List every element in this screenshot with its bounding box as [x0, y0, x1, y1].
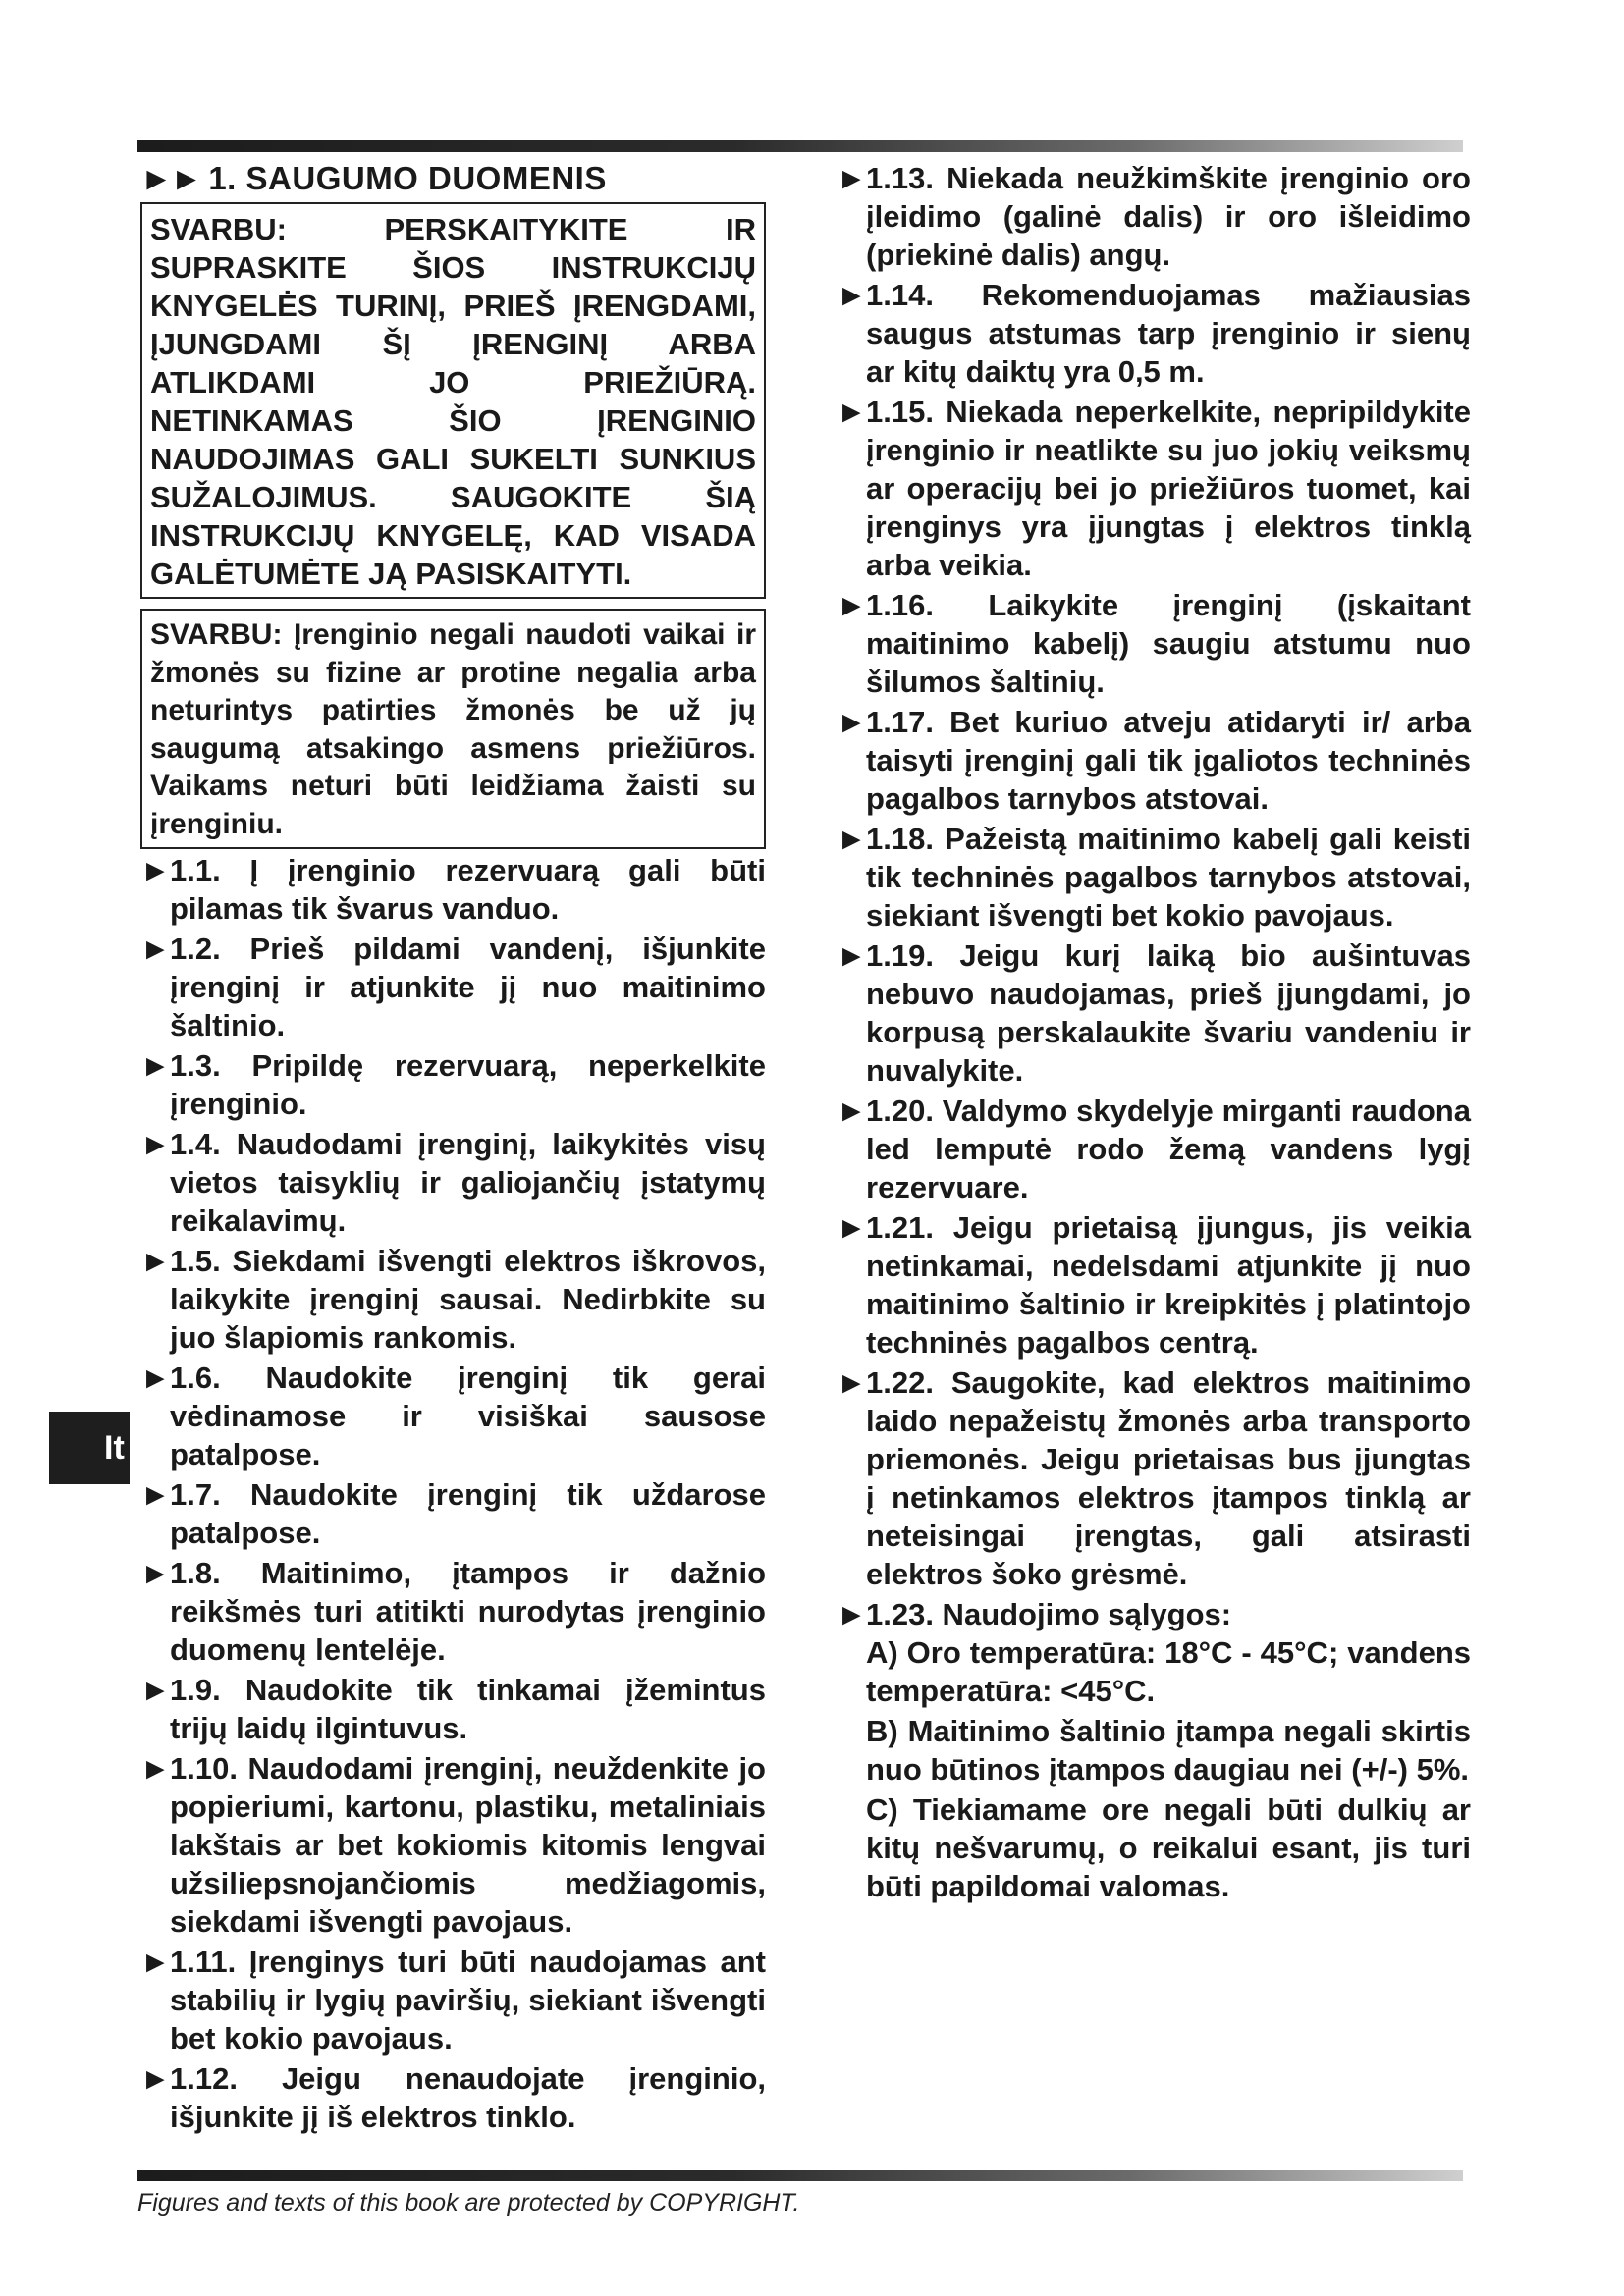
list-item [837, 1363, 1471, 1593]
list-item [140, 851, 766, 928]
list-item-text: 1.3. Pripildę rezervuarą, neperkelkite įrenginio. [170, 1048, 766, 1121]
list-item-text: 1.19. Jeigu kurį laiką bio aušintuvas nebuvo naudojamas, prieš įjungdami, jo korpusą perskalaukite švariu vandeniu ir nuvalykite. [866, 938, 1471, 1088]
language-tab [49, 1412, 130, 1484]
arrow-icon: ► [140, 1361, 171, 1395]
list-item-text: 1.12. Jeigu nenaudojate įrenginio, išjunkite jį iš elektros tinklo. [170, 2061, 766, 2134]
list-item-text: 1.2. Prieš pildami vandenį, išjunkite įrenginį ir atjunkite jį nuo maitinimo šaltinio. [170, 932, 766, 1042]
arrow-icon: ► [837, 1365, 867, 1400]
language-tab-label: It [104, 1429, 125, 1467]
list-item-text: 1.23. Naudojimo sąlygos: [866, 1597, 1232, 1631]
list-item [837, 936, 1471, 1090]
section-arrows-icon: ►► [140, 160, 201, 196]
right-column [837, 159, 1471, 1905]
list-item [140, 1943, 766, 2057]
top-rule [137, 140, 1463, 152]
arrow-icon: ► [140, 1244, 171, 1278]
arrow-icon: ► [140, 1477, 171, 1512]
list-item-text: 1.18. Pažeistą maitinimo kabelį gali keisti tik techninės pagalbos tarnybos atstovai, siekiant išvengti bet kokio pavojaus. [866, 822, 1471, 933]
condition-b: B) Maitinimo šaltinio įtampa negali skirtis nuo būtinos įtampos daugiau nei (+/-) 5%. [866, 1714, 1471, 1787]
list-item [837, 1208, 1471, 1362]
arrow-icon: ► [140, 1127, 171, 1161]
list-item [837, 1595, 1471, 1633]
list-item-text: 1.13. Niekada neužkimškite įrenginio oro įleidimo (galinė dalis) ir oro išleidimo (priekinė dalis) angų. [866, 161, 1471, 272]
list-item-text: 1.5. Siekdami išvengti elektros iškrovos, laikykite įrenginį sausai. Nedirbkite su juo šlapiomis rankomis. [170, 1244, 766, 1355]
list-item [140, 1749, 766, 1941]
list-item-text: 1.11. Įrenginys turi būti naudojamas ant stabilių ir lygių paviršių, siekiant išvengti bet kokio pavojaus. [170, 1945, 766, 2056]
arrow-icon: ► [140, 1945, 171, 1979]
arrow-icon: ► [140, 2061, 171, 2096]
arrow-icon: ► [837, 395, 867, 429]
list-item [140, 1554, 766, 1669]
arrow-icon: ► [140, 1673, 171, 1707]
list-item [140, 1671, 766, 1747]
list-item [837, 820, 1471, 934]
arrow-icon: ► [140, 1751, 171, 1786]
arrow-icon: ► [140, 853, 171, 887]
condition-a: A) Oro temperatūra: 18°C - 45°C; vandens temperatūra: <45°C. [866, 1635, 1471, 1708]
section-title-text: 1. SAUGUMO DUOMENIS [208, 160, 607, 196]
list-item-text: 1.22. Saugokite, kad elektros maitinimo laido nepažeistų žmonės arba transporto priemonės. Jeigu prietaisas bus įjungtas į netinkamos elektros įtampos tinklą ar neteisingai įrengtas, gali atsirasti elektros šoko grėsmė. [866, 1365, 1471, 1591]
warning-box-children: SVARBU: Įrenginio negali naudoti vaikai ir žmonės su fizine ar protine negalia arba neturintys patirties žmonės be už jų saugumą atsakingo asmens priežiūros. Vaikams neturi būti leidžiama žaisti su įrenginiu. [140, 609, 766, 849]
list-item [140, 2059, 766, 2136]
arrow-icon: ► [837, 938, 867, 973]
list-item [837, 393, 1471, 584]
list-item [140, 1125, 766, 1240]
section-title [140, 159, 766, 198]
arrow-icon: ► [837, 1094, 867, 1128]
arrow-icon: ► [140, 1048, 171, 1083]
list-item-text: 1.1. Į įrenginio rezervuarą gali būti pilamas tik švarus vanduo. [170, 853, 766, 926]
list-item-text: 1.9. Naudokite tik tinkamai įžemintus trijų laidų ilgintuvus. [170, 1673, 766, 1745]
list-item-text: 1.14. Rekomenduojamas mažiausias saugus atstumas tarp įrenginio ir sienų ar kitų daiktų yra 0,5 m. [866, 278, 1471, 389]
list-item-text: 1.15. Niekada neperkelkite, nepripildykite įrenginio ir neatlikte su juo jokių veiksmų ar operacijų bei jo priežiūros tuomet, kai įrenginys yra įjungtas į elektros tinklą arba veikia. [866, 395, 1471, 582]
bottom-rule [137, 2170, 1463, 2181]
list-item [837, 586, 1471, 701]
list-item-text: 1.7. Naudokite įrenginį tik uždarose patalpose. [170, 1477, 766, 1550]
arrow-icon: ► [837, 705, 867, 739]
warning-box-important-read: SVARBU: PERSKAITYKITE IR SUPRASKITE ŠIOS INSTRUKCIJŲ KNYGELĖS TURINĮ, PRIEŠ ĮRENGDAMI, ĮJUNGDAMI ŠĮ ĮRENGINĮ ARBA ATLIKDAMI JO PRIEŽIŪRĄ. NETINKAMAS ŠIO ĮRENGINIO NAUDOJIMAS GALI SUKELTI SUNKIUS SUŽALOJIMUS. SAUGOKITE ŠIĄ INSTRUKCIJŲ KNYGELĘ, KAD VISADA GALĖTUMĖTE JĄ PASISKAITYTI. [140, 202, 766, 599]
list-item [140, 1046, 766, 1123]
list-item [837, 159, 1471, 274]
arrow-icon: ► [837, 1597, 867, 1631]
list-item-text: 1.10. Naudodami įrenginį, neuždenkite jo popieriumi, kartonu, plastiku, metaliniais lakštais ar bet kokiomis kitomis lengvai užsiliepsnojančiomis medžiagomis, siekdami išvengti pavojaus. [170, 1751, 766, 1939]
arrow-icon: ► [837, 822, 867, 856]
arrow-icon: ► [140, 932, 171, 966]
list-item [140, 1359, 766, 1473]
arrow-icon: ► [837, 1210, 867, 1245]
arrow-icon: ► [837, 588, 867, 622]
list-item-text: 1.20. Valdymo skydelyje mirganti raudona led lemputė rodo žemą vandens lygį rezervuare. [866, 1094, 1471, 1204]
arrow-icon: ► [837, 278, 867, 312]
list-item-text: 1.17. Bet kuriuo atveju atidaryti ir/ arba taisyti įrenginį gali tik įgaliotos techninės pagalbos tarnybos atstovai. [866, 705, 1471, 816]
list-item [140, 930, 766, 1044]
list-item [837, 1092, 1471, 1206]
left-column [140, 159, 766, 2136]
list-item-text: 1.6. Naudokite įrenginį tik gerai vėdinamose ir visiškai sausose patalpose. [170, 1361, 766, 1471]
list-item-text: 1.8. Maitinimo, įtampos ir dažnio reikšmės turi atitikti nurodytas įrenginio duomenų lentelėje. [170, 1556, 766, 1667]
arrow-icon: ► [140, 1556, 171, 1590]
list-item [837, 276, 1471, 391]
copyright-footer: Figures and texts of this book are protected by COPYRIGHT. [137, 2189, 800, 2216]
arrow-icon: ► [837, 161, 867, 195]
list-item [140, 1475, 766, 1552]
list-item-text: 1.21. Jeigu prietaisą įjungus, jis veikia netinkamai, nedelsdami atjunkite jį nuo maitinimo šaltinio ir kreipkitės į platintojo techninės pagalbos centrą. [866, 1210, 1471, 1360]
condition-c: C) Tiekiamame ore negali būti dulkių ar kitų nešvarumų, o reikalui esant, jis turi būti papildomai valomas. [866, 1792, 1471, 1903]
list-item-text: 1.16. Laikykite įrenginį (įskaitant maitinimo kabelį) saugiu atstumu nuo šilumos šaltinių. [866, 588, 1471, 699]
list-item [140, 1242, 766, 1357]
list-item [837, 703, 1471, 818]
list-item-text: 1.4. Naudodami įrenginį, laikykitės visų vietos taisyklių ir galiojančių įstatymų reikalavimų. [170, 1127, 766, 1238]
